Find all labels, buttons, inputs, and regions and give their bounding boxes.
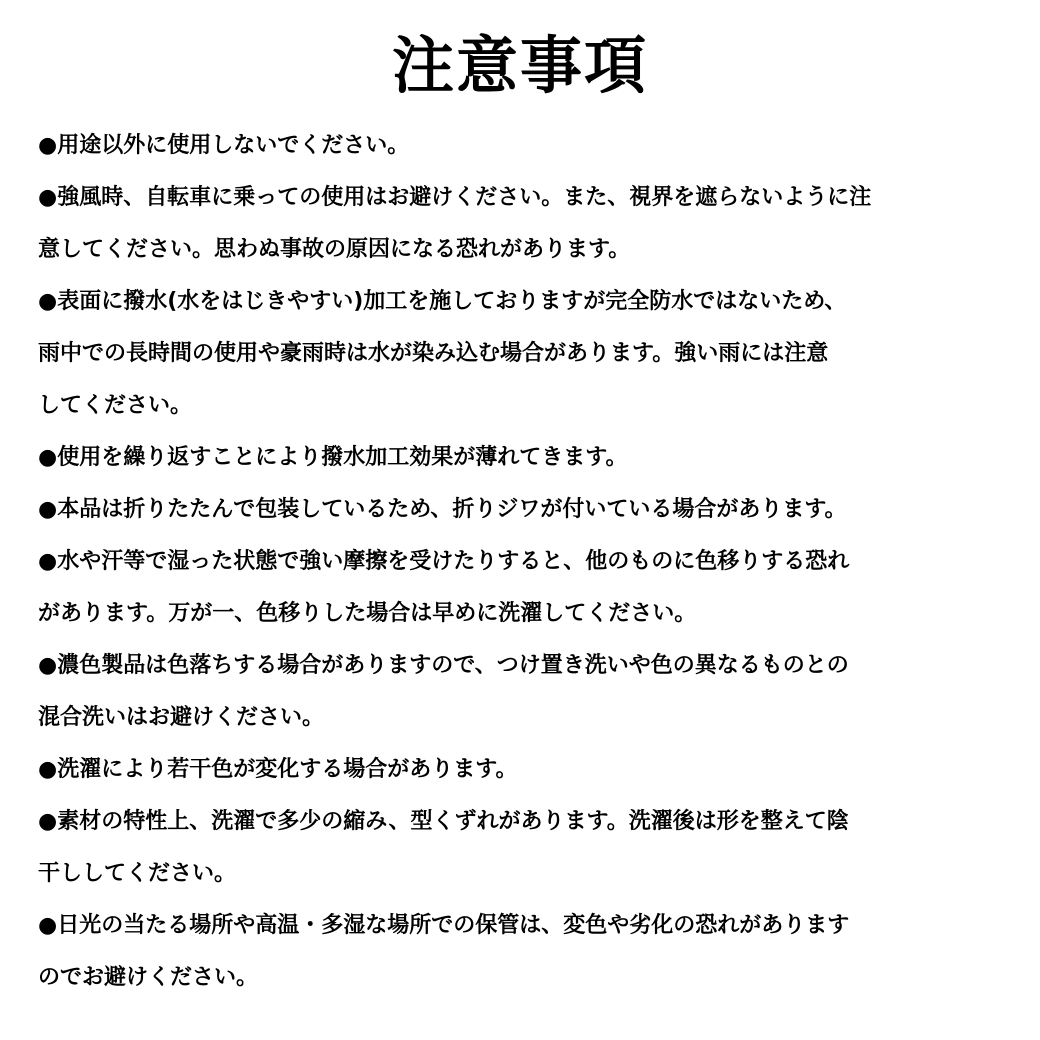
- note-line: 混合洗いはお避けください。: [38, 705, 325, 730]
- note-item: [38, 120, 1008, 172]
- note-line: ●使用を繰り返すことにより撥水加工効果が薄れてきます。: [38, 445, 628, 470]
- note-item: [38, 640, 1008, 744]
- note-line: ●洗濯により若干色が変化する場合があります。: [38, 757, 518, 782]
- note-line: ●水や汗等で湿った状態で強い摩擦を受けたりすると、他のものに色移りする恐れ: [38, 549, 850, 574]
- note-item: [38, 796, 1008, 900]
- notes-list: [38, 120, 1008, 1004]
- note-line: 雨中での長時間の使用や豪雨時は水が染み込む場合があります。強い雨には注意: [38, 341, 829, 366]
- note-line: のでお避けください。: [38, 965, 259, 990]
- note-line: ●素材の特性上、洗濯で多少の縮み、型くずれがあります。洗濯後は形を整えて陰: [38, 809, 849, 834]
- note-item: [38, 900, 1008, 1004]
- note-line: があります。万が一、色移りした場合は早めに洗濯してください。: [38, 601, 697, 626]
- note-line: ●濃色製品は色落ちする場合がありますので、つけ置き洗いや色の異なるものとの: [38, 653, 849, 678]
- note-item: [38, 432, 1008, 484]
- note-line: 干ししてください。: [38, 861, 237, 886]
- note-item: [38, 744, 1008, 796]
- note-item: [38, 172, 1008, 276]
- note-line: ●本品は折りたたんで包装しているため、折りジワが付いている場合があります。: [38, 497, 847, 522]
- note-line: ●日光の当たる場所や高温・多湿な場所での保管は、変色や劣化の恐れがあります: [38, 913, 850, 938]
- note-item: [38, 536, 1008, 640]
- note-line: ●表面に撥水(水をはじきやすい)加工を施しておりますが完全防水ではないため、: [38, 289, 847, 314]
- note-line: 意してください。思わぬ事故の原因になる恐れがあります。: [38, 237, 631, 262]
- note-item: [38, 484, 1008, 536]
- note-item: [38, 276, 1008, 432]
- note-line: ●用途以外に使用しないでください。: [38, 133, 410, 158]
- page-title: 注意事項: [391, 29, 648, 102]
- note-line: ●強風時、自転車に乗っての使用はお避けください。また、視界を遮らないように注: [38, 185, 872, 210]
- note-line: してください。: [38, 393, 193, 418]
